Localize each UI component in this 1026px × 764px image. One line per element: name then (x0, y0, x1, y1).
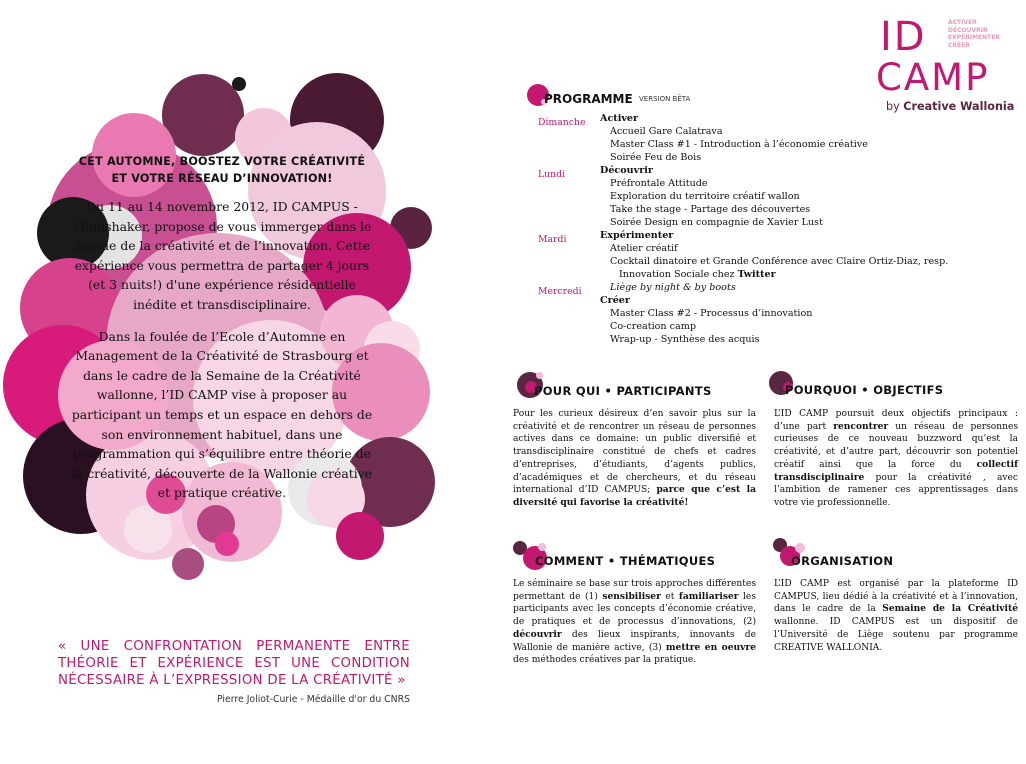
body-text: wallonne. ID CAMPUS est un dispositif de l’Université de Liège soutenu par programme CREATIVE WALLONIA. (774, 617, 1018, 653)
programme-item: Cocktail dinatoire et Grande Conférence avec Claire Ortiz-Diaz, resp. (610, 256, 949, 267)
body-text: et (660, 591, 679, 602)
programme-list (600, 112, 1010, 346)
idcamp-logo (876, 14, 1016, 118)
body-bold: sensibiliser (602, 590, 661, 602)
body-text: Pour les curieux désireux d’en savoir plus sur la créativité et de rencontrer un réseau de personnes actives dans ce domaine: un public diversifié et transdisciplinaire constitué de chefs et cadres d’entreprises, d’étudiants, d’agents publics, d’académiques et de chercheurs, et du réseau international d’ID CAMPUS; (513, 409, 756, 496)
logo-tagline (948, 19, 1000, 49)
programme-item (600, 281, 1010, 294)
organisation-body (774, 578, 1018, 654)
phase-title: Créer (600, 295, 630, 306)
body-bold: Semaine de la Créativité (882, 603, 1019, 615)
bubble (215, 532, 239, 556)
programme-item: Atelier créatif (610, 243, 678, 254)
programme-item: Co-creation camp (610, 321, 696, 332)
programme-item: Préfrontale Attitude (610, 178, 708, 189)
bubble (172, 548, 204, 580)
body-bold: parce que c’est la diversité qui favorise la créativité! (513, 484, 757, 508)
logo-camp: CAMP (876, 56, 990, 99)
bubble (336, 512, 384, 560)
programme-title: PROGRAMME (544, 92, 633, 106)
body-text: L’ID CAMP est organisé par la plateforme ID CAMPUS, lieu dédié à la créativité et à l’innovation, dans le cadre de la (774, 579, 1018, 615)
thematiques-title: COMMENT • THÉMATIQUES (535, 554, 716, 568)
thematiques-body (513, 578, 756, 667)
body-bold: rencontrer (833, 420, 889, 432)
body-bold: collectif transdisciplinaire (774, 458, 1018, 483)
objectifs-title: POURQUOI • OBJECTIFS (785, 383, 944, 397)
programme-item: Soirée Design en compagnie de Xavier Lust (610, 217, 823, 228)
tagline-item: CRÉER (948, 41, 970, 49)
phase-title: Activer (600, 113, 639, 124)
programme-item: Wrap-up - Synthèse des acquis (610, 334, 760, 345)
body-text: Le séminaire se base sur trois approches différentes permettant de (1) (513, 579, 756, 602)
bubble-icon (795, 543, 805, 553)
logo-by-word: by (886, 100, 900, 113)
programme-item: Master Class #1 - Introduction à l’économie créative (610, 139, 868, 150)
intro-text (70, 153, 374, 515)
body-text: pour la créativité , avec l’ambition de ramener ces apprentissages dans votre vie professionnelle. (774, 472, 1018, 508)
body-text: L’ID CAMP poursuit deux objectifs principaux : d’une part (774, 409, 1018, 432)
quote-author: Pierre Joliot-Curie - Médaille d'or du CNRS (217, 694, 410, 705)
programme-item-italic: Liège by night & by boots (610, 282, 736, 293)
body-bold: mettre en oeuvre (665, 641, 756, 653)
day-label: Mercredi (538, 286, 582, 297)
tagline-item: DÉCOUVRIR (948, 26, 988, 34)
programme-subtitle: VERSION BÊTA (639, 95, 691, 103)
body-text: des méthodes créatives par la pratique. (513, 655, 697, 666)
intro-headline: CET AUTOMNE, BOOSTEZ VOTRE CRÉATIVITÉ ET VOTRE RÉSEAU D’INNOVATION! (78, 155, 366, 185)
programme-item: Master Class #2 - Processus d’innovation (610, 308, 813, 319)
programme-item-continuation (600, 268, 1010, 281)
continuation-text: Innovation Sociale chez (619, 269, 738, 280)
body-bold: familiariser (678, 590, 739, 602)
tagline-item: EXPÉRIMENTER (948, 34, 1000, 41)
participants-body (513, 408, 756, 510)
programme-item: Take the stage - Partage des découvertes (610, 204, 811, 215)
bubble-icon (538, 543, 546, 551)
intro-paragraph-2: Dans la foulée de l’Ecole d’Automne en Management de la Créativité de Strasbourg et dans le cadre de la Semaine de la Créativité wallonne, l’ID CAMP vise à proposer au participant un temps et un espace en dehors de son environnement habituel, dans une programmation qui s’équilibre entre théorie de la créativité, découverte de la Wallonie créative et pratique créative. (71, 328, 373, 501)
quote-text: « UNE CONFRONTATION PERMANENTE ENTRE THÉORIE ET EXPÉRIENCE EST UNE CONDITION NÉCESSAIRE À L’EXPRESSION DE LA CRÉATIVITÉ » (58, 639, 410, 688)
day-label: Lundi (538, 169, 566, 180)
programme-item: Soirée Feu de Bois (610, 152, 702, 163)
body-text: des lieux inspirants, innovants de Wallonie de manière active, (3) (513, 629, 756, 653)
phase-title: Découvrir (600, 165, 653, 176)
day-label: Mardi (538, 234, 567, 245)
intro-paragraph-1: Du 11 au 14 novembre 2012, ID CAMPUS - Mindshaker, propose de vous immerger dans le monde de la créativité et de l’innovation. Cette expérience vous permettra de partager 4 jours (et 3 nuits!) d'une expérience résidentielle inédite et transdisciplinaire. (72, 199, 372, 312)
logo-brand: Creative Wallonia (903, 100, 1015, 113)
continuation-bold: Twitter (737, 269, 776, 280)
phase-title: Expérimenter (600, 230, 674, 241)
logo-id: ID (880, 14, 927, 60)
body-text: les participants avec les concepts d’économie créative, de pratiques et de processus d’innovations, (2) (513, 591, 756, 628)
body-bold: découvrir (513, 628, 562, 640)
programme-item: Accueil Gare Calatrava (610, 126, 723, 137)
day-label: Dimanche (538, 117, 586, 128)
tagline-item: ACTIVER (948, 19, 977, 26)
organisation-title: ORGANISATION (791, 554, 894, 568)
bubble (232, 77, 246, 91)
body-text: un réseau de personnes curieuses de ce nouveau buzzword qu’est la créativité, et d’autre part, découvrir son potentiel créatif ainsi que la force du (774, 421, 1018, 470)
programme-item: Exploration du territoire créatif wallon (610, 191, 800, 202)
objectifs-body (774, 408, 1018, 510)
bubble-icon (536, 372, 543, 379)
participants-title: POUR QUI • PARTICIPANTS (534, 384, 712, 398)
